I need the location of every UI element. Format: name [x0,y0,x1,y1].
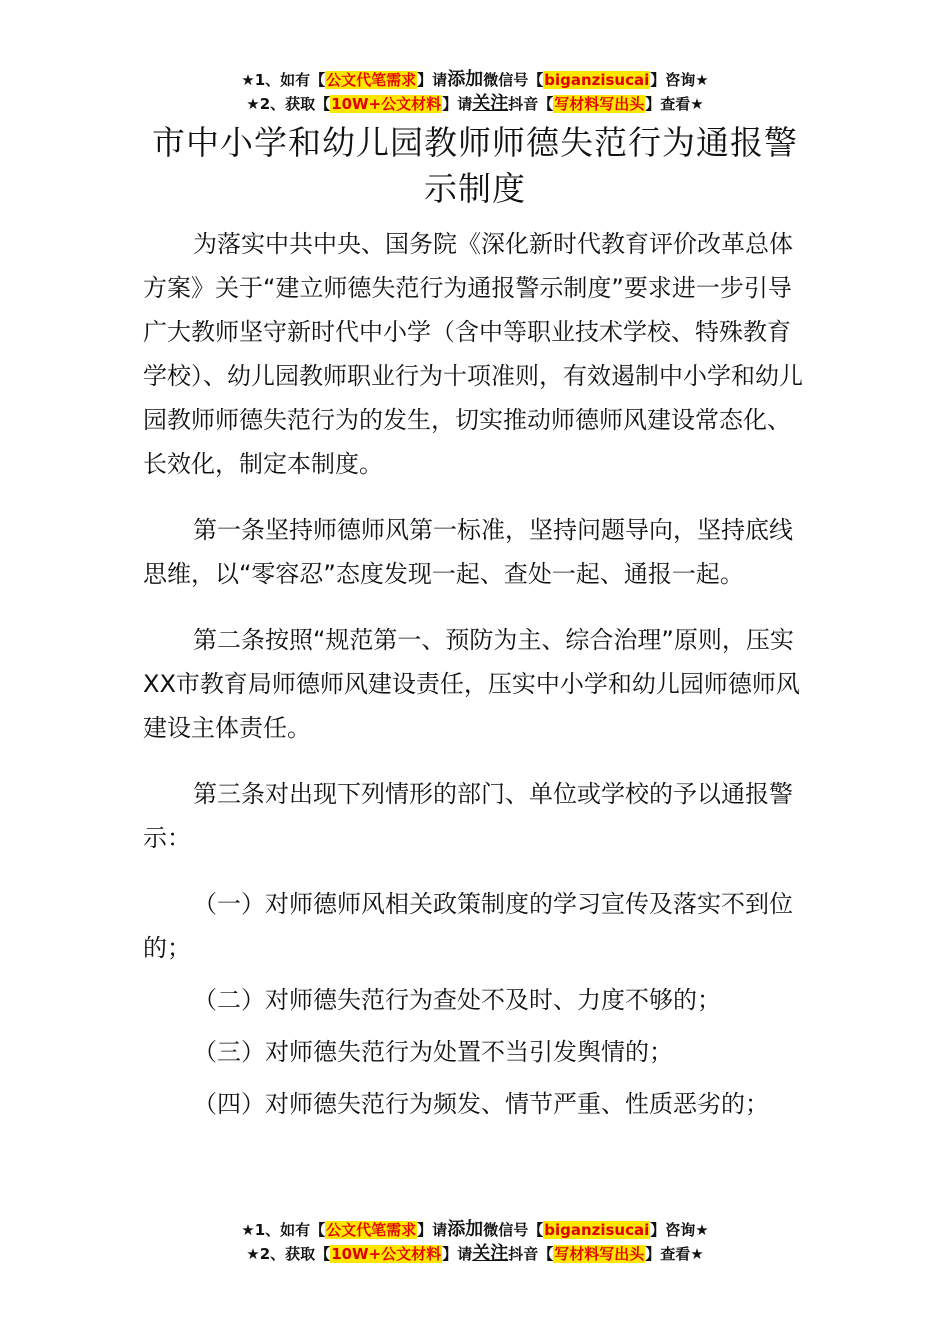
banner-text: ★2、获取【 [246,1245,331,1263]
banner-text: ★2、获取【 [246,95,331,113]
banner-highlight: 公文代笔需求 [326,71,417,89]
banner-highlight: 10W+公文材料 [331,95,442,113]
banner-line-2 [0,1242,950,1266]
banner-line-2 [0,92,950,116]
banner-text: 微信号【 [483,1221,544,1239]
banner-text: 】请 [442,95,473,113]
document-title [140,120,810,212]
header-banner [0,68,950,116]
banner-text: 微信号【 [483,71,544,89]
banner-text: 抖音【 [508,95,554,113]
article-3: 第三条对出现下列情形的部门、单位或学校的予以通报警示： [143,780,793,852]
banner-line-1 [0,68,950,92]
banner-wechat-id: biganzisucai [544,71,650,89]
banner-emphasis: 添加 [447,1219,484,1240]
article-2: 第二条按照“规范第一、预防为主、综合治理”原则，压实XX市教育局师德师风建设责任，压实中小学和幼儿园师德师风建设主体责任。 [143,626,800,742]
document-body [143,222,813,1134]
list-item: （一）对师德师风相关政策制度的学习宣传及落实不到位的； [143,890,793,962]
article-1: 第一条坚持师德师风第一标准，坚持问题导向，坚持底线思维，以“零容忍”态度发现一起、查处一起、通报一起。 [143,516,793,588]
list-item: （二）对师德失范行为查处不及时、力度不够的； [193,986,721,1014]
banner-emphasis: 关注 [472,1243,509,1264]
banner-text: 】请 [417,71,448,89]
banner-highlight: 公文代笔需求 [326,1221,417,1239]
banner-text: ★1、如有【 [241,71,326,89]
banner-emphasis: 添加 [447,69,484,90]
banner-text: 】请 [442,1245,473,1263]
banner-highlight: 10W+公文材料 [331,1245,442,1263]
list-item: （三）对师德失范行为处置不当引发舆情的； [193,1038,673,1066]
banner-text: 】咨询★ [650,71,709,89]
list-item: （四）对师德失范行为频发、情节严重、性质恶劣的； [193,1090,769,1118]
banner-douyin-id: 写材料写出头 [554,1245,645,1263]
banner-text: 】查看★ [645,95,704,113]
banner-line-1 [0,1218,950,1242]
banner-text: 】查看★ [645,1245,704,1263]
banner-text: 抖音【 [508,1245,554,1263]
intro-paragraph: 为落实中共中央、国务院《深化新时代教育评价改革总体方案》关于“建立师德失范行为通报警示制度”要求进一步引导广大教师坚守新时代中小学（含中等职业技术学校、特殊教育学校）、幼儿园教师职业行为十项准则，有效遏制中小学和幼儿园教师师德失范行为的发生，切实推动师德师风建设常态化、长效化，制定本制度。 [143,230,803,478]
banner-douyin-id: 写材料写出头 [554,95,645,113]
title-line-2: 示制度 [424,169,526,208]
banner-text: 】咨询★ [650,1221,709,1239]
banner-text: ★1、如有【 [241,1221,326,1239]
footer-banner [0,1218,950,1266]
title-line-1: 市中小学和幼儿园教师师德失范行为通报警 [152,123,798,162]
banner-text: 】请 [417,1221,448,1239]
banner-emphasis: 关注 [472,93,509,114]
banner-wechat-id: biganzisucai [544,1221,650,1239]
